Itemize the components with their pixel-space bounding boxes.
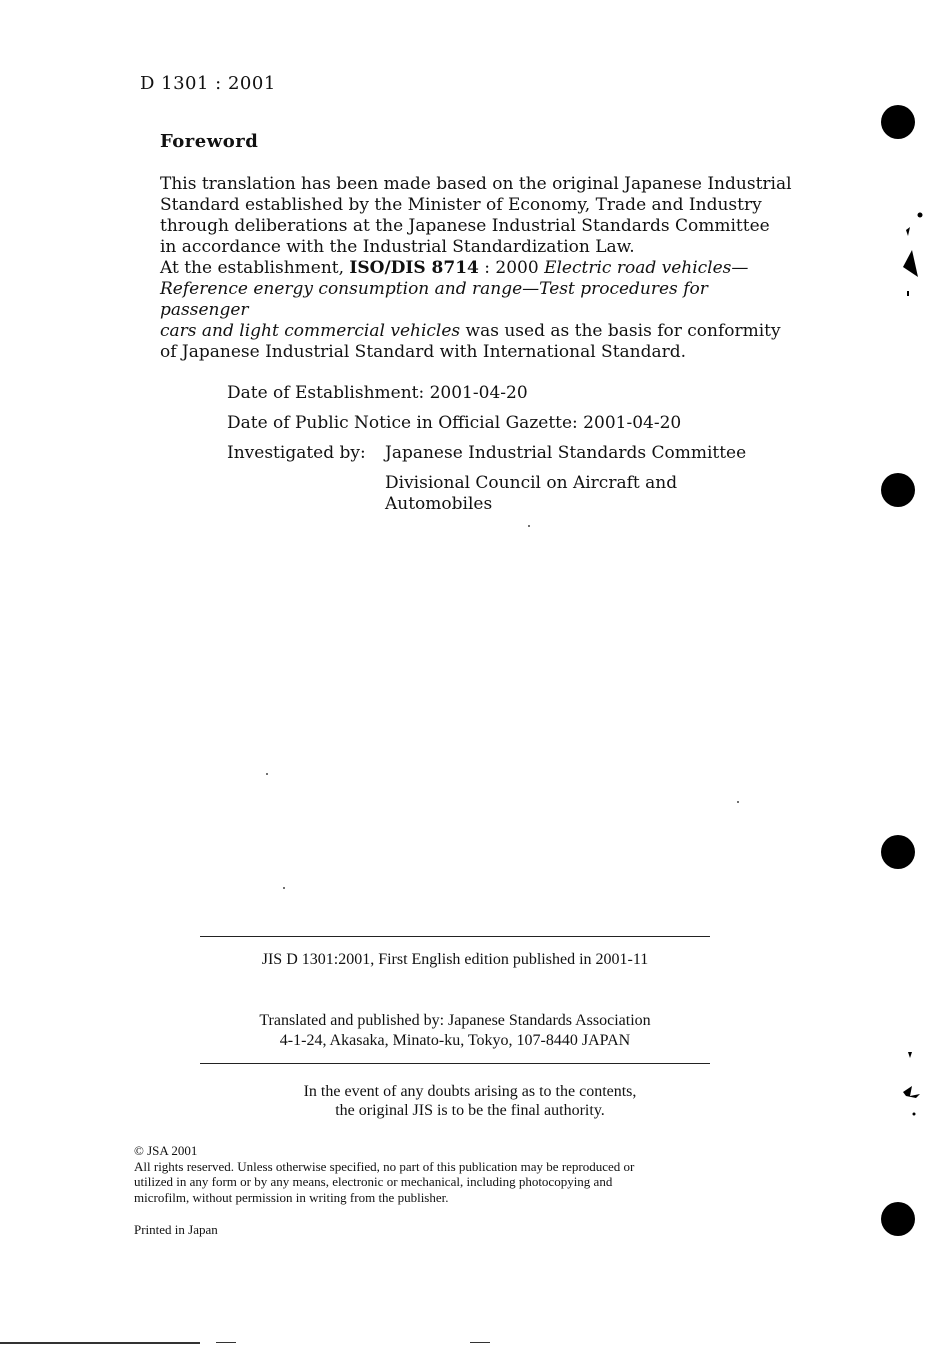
bottom-edge-dash <box>470 1342 490 1343</box>
bottom-edge-line <box>0 1342 200 1344</box>
investigated-line: Automobiles <box>385 494 493 514</box>
foreword-heading: Foreword <box>160 131 259 152</box>
publisher-block <box>200 1011 710 1051</box>
text-span: was used as the basis for conformity <box>460 321 781 341</box>
foreword-line: Standard established by the Minister of Economy, Trade and Industry <box>160 195 762 215</box>
publisher-address: 4-1-24, Akasaka, Minato-ku, Tokyo, 107-8440 JAPAN <box>279 1032 631 1049</box>
foreword-line <box>160 258 800 279</box>
foreword-line: of Japanese Industrial Standard with International Standard. <box>160 342 687 362</box>
doubts-line: the original JIS is to be the final authority. <box>335 1102 605 1119</box>
edition-line: JIS D 1301:2001, First English edition published in 2001-11 <box>261 951 649 968</box>
investigated-by <box>227 443 747 514</box>
divider <box>200 936 710 937</box>
publisher-line: Translated and published by: Japanese Standards Association <box>259 1012 651 1029</box>
dates-block <box>227 383 747 514</box>
scan-speck <box>737 801 739 803</box>
foreword-body <box>160 174 800 363</box>
foreword-line: This translation has been made based on the original Japanese Industrial <box>160 174 792 194</box>
doubts-notice <box>200 1082 740 1120</box>
divider <box>200 1063 710 1064</box>
iso-standard-number: ISO/DIS 8714 <box>349 258 479 278</box>
standard-title: Electric road vehicles— <box>544 258 749 278</box>
copyright-line: microfilm, without permission in writing from the publisher. <box>134 1189 449 1205</box>
investigated-line: Japanese Industrial Standards Committee <box>385 443 747 463</box>
punch-hole <box>881 105 915 139</box>
foreword-line: Reference energy consumption and range—Test procedures for passenger <box>160 279 708 320</box>
copyright-line: All rights reserved. Unless otherwise specified, no part of this publication may be reproduced or <box>134 1158 635 1174</box>
standard-title: cars and light commercial vehicles <box>160 321 461 341</box>
text-span: At the establishment, <box>160 258 350 278</box>
punch-hole <box>881 835 915 869</box>
scan-marks <box>898 205 938 300</box>
scan-speck <box>266 773 268 775</box>
investigated-body <box>385 443 746 515</box>
foreword-line: in accordance with the Industrial Standardization Law. <box>160 237 635 257</box>
investigated-line: Divisional Council on Aircraft and <box>385 473 678 493</box>
copyright-mark: © JSA 2001 <box>134 1143 198 1158</box>
text-span: : 2000 <box>478 258 545 278</box>
scan-speck <box>283 887 285 889</box>
scan-speck <box>528 525 530 527</box>
date-of-public-notice: Date of Public Notice in Official Gazette: 2001-04-20 <box>227 413 682 433</box>
punch-hole <box>881 1202 915 1236</box>
copyright-block <box>134 1143 784 1205</box>
scan-marks <box>898 1048 938 1118</box>
date-of-establishment: Date of Establishment: 2001-04-20 <box>227 383 528 403</box>
foreword-line <box>160 321 800 342</box>
document-code: D 1301 : 2001 <box>140 73 276 94</box>
punch-hole <box>881 473 915 507</box>
foreword-line: through deliberations at the Japanese Industrial Standards Committee <box>160 216 770 236</box>
bottom-edge-dash <box>216 1342 236 1343</box>
investigated-label: Investigated by: <box>227 443 366 463</box>
copyright-line: utilized in any form or by any means, electronic or mechanical, including photocopying and <box>134 1174 613 1189</box>
printed-in: Printed in Japan <box>134 1222 218 1237</box>
doubts-line: In the event of any doubts arising as to the contents, <box>303 1083 637 1100</box>
